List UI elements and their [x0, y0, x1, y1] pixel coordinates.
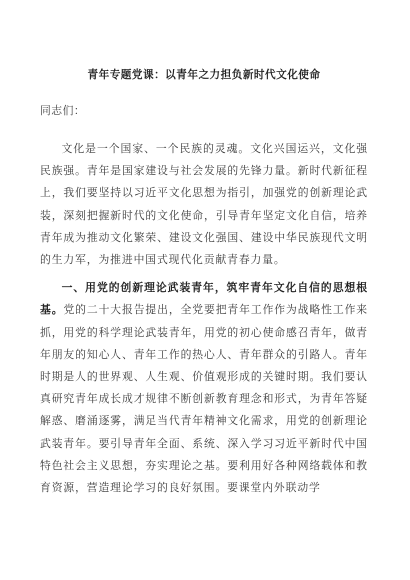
greeting: 同志们：	[40, 104, 86, 117]
document-title: 青年专题党课：以青年之力担负新时代文化使命	[87, 69, 321, 81]
section-1-paragraph	[40, 277, 368, 499]
intro-paragraph: 文化是一个国家、一个民族的灵魂。文化兴国运兴，文化强民族强。青年是国家建设与社会发展的先锋力量。新时代新征程上，我们要坚持以习近平文化思想为指引，加强党的创新理论武装，深刻把握新时代的文化使命，引导青年坚定文化自信，培养青年成为推动文化繁荣、建设文化强国、建设中华民族现代文明的生力军，为推进中国式现代化贡献青春力量。	[40, 142, 368, 267]
section-1-body: 党的二十大报告提出，全党要把青年工作作为战略性工作来抓，用党的科学理论武装青年，用党的初心使命感召青年，做青年朋友的知心人、青年工作的热心人、青年群众的引路人。青年时期是人的世界观、人生观、价值观形成的关键时期。我们要认真研究青年成长成才规律不断创新教育理念和形式，为青年答疑解惑、磨涌逐雾，满足当代青年精神文化需求，用党的创新理论武装青年。要引导青年全面、系统、深入学习习近平新时代中国特色社会主义思想，夯实理论之基。要利用好各种网络载体和教育资源，营造理论学习的良好氛围。要课堂内外联动学	[40, 303, 368, 495]
section-1-heading: 一、用党的创新理论武装青年，筑牢青年文化自信的思想根基。	[40, 281, 368, 317]
